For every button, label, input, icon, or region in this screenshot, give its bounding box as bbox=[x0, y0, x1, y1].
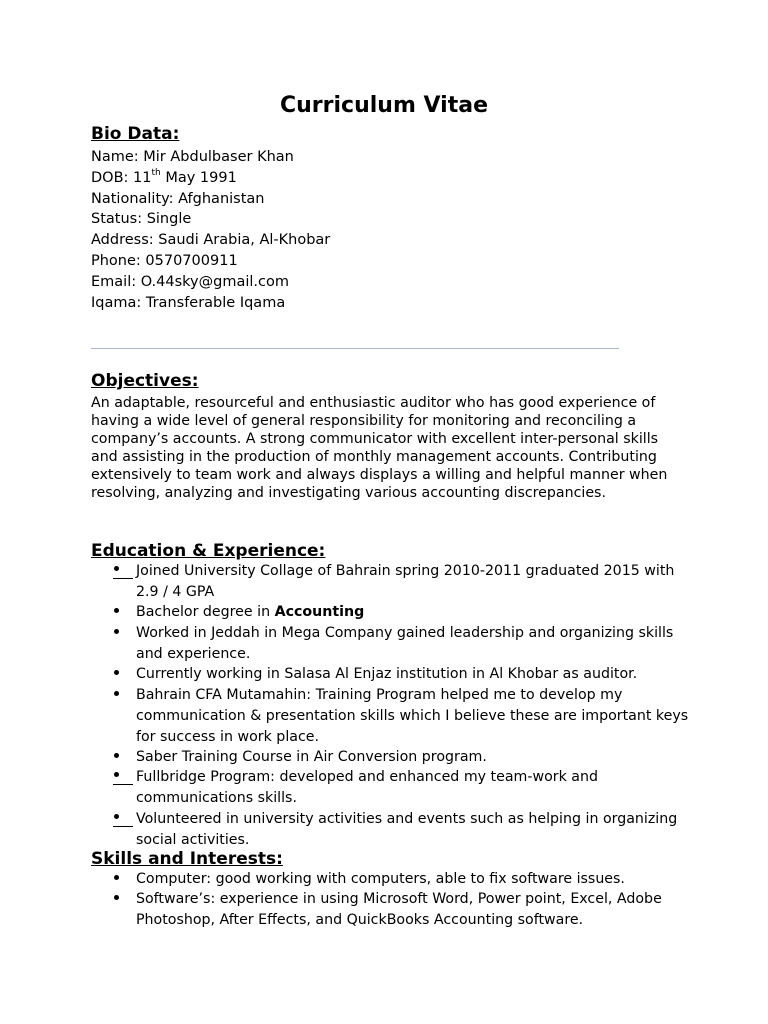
skills-list bbox=[91, 869, 696, 931]
list-item: Volunteered in university activities and events such as helping in organizing social activities. bbox=[91, 809, 696, 851]
list-item: Computer: good working with computers, able to fix software issues. bbox=[91, 869, 696, 890]
list-item: Fullbridge Program: developed and enhanced my team-work and communications skills. bbox=[91, 767, 696, 809]
bio-phone: Phone: 0570700911 bbox=[91, 252, 238, 269]
bio-iqama: Iqama: Transferable Iqama bbox=[91, 294, 286, 311]
bio-data-section bbox=[91, 147, 330, 313]
bio-email: Email: O.44sky@gmail.com bbox=[91, 273, 289, 290]
bio-name: Name: Mir Abdulbaser Khan bbox=[91, 149, 294, 165]
bio-data-heading: Bio Data: bbox=[91, 124, 180, 144]
list-item: Software’s: experience in using Microsoft Word, Power point, Excel, Adobe Photoshop, After Effects, and QuickBooks Accounting software. bbox=[91, 889, 696, 931]
bio-dob: DOB: 11th May 1991 bbox=[91, 167, 237, 186]
objectives-paragraph: An adaptable, resourceful and enthusiastic auditor who has good experience of having a wide level of general responsibility for monitoring and reconciling a company’s accounts. A strong communicator with excellent inter-personal skills and assisting in the production of monthly management accounts. Contributing extensively to team work and always displays a willing and helpful manner when resolving, analyzing and investigating various accounting discrepancies. bbox=[91, 395, 668, 501]
document-title: Curriculum Vitae bbox=[279, 93, 488, 118]
bio-nationality: Nationality: Afghanistan bbox=[91, 190, 265, 207]
bio-status: Status: Single bbox=[91, 211, 192, 228]
list-item: Bahrain CFA Mutamahin: Training Program helped me to develop my communication & presentation skills which I believe these are important keys for success in work place. bbox=[91, 685, 696, 748]
section-divider bbox=[91, 348, 619, 349]
list-item: Bachelor degree in Accounting bbox=[91, 602, 696, 623]
list-item: Currently working in Salasa Al Enjaz institution in Al Khobar as auditor. bbox=[91, 664, 696, 685]
list-item: Worked in Jeddah in Mega Company gained leadership and organizing skills and experience. bbox=[91, 623, 696, 665]
education-list bbox=[91, 561, 696, 850]
list-item: Joined University Collage of Bahrain spring 2010-2011 graduated 2015 with 2.9 / 4 GPA bbox=[91, 561, 696, 603]
objectives-heading: Objectives: bbox=[91, 371, 199, 391]
list-item: Saber Training Course in Air Conversion program. bbox=[91, 747, 696, 768]
skills-heading: Skills and Interests: bbox=[91, 849, 283, 869]
education-heading: Education & Experience: bbox=[91, 541, 326, 561]
bio-address: Address: Saudi Arabia, Al-Khobar bbox=[91, 232, 331, 249]
